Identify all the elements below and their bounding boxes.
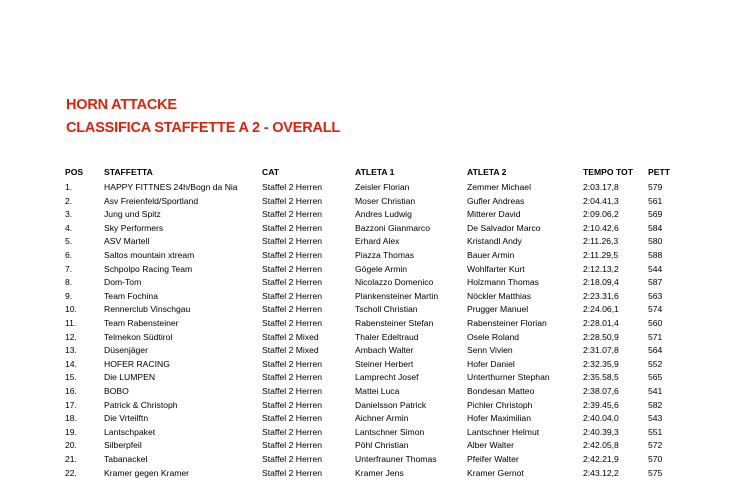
cell-pett: 543: [648, 413, 663, 424]
document-subtitle: CLASSIFICA STAFFETTE A 2 - OVERALL: [66, 120, 341, 136]
col-header-pos: POS: [65, 167, 84, 177]
table-row: [0, 426, 741, 439]
cell-pos: 8.: [65, 277, 73, 288]
cell-atleta2: Bauer Armin: [467, 250, 515, 260]
cell-atleta2: Kristandl Andy: [467, 236, 522, 247]
cell-pos: 20.: [65, 440, 77, 451]
table-row: [0, 317, 741, 330]
cell-staffetta: Silberpfeil: [104, 440, 142, 451]
table-row: [0, 467, 741, 480]
cell-tempo-tot: 2:32.35,9: [583, 358, 619, 369]
cell-atleta1: Erhard Alex: [355, 236, 400, 247]
cell-tempo-tot: 2:23.31,6: [583, 290, 619, 301]
cell-pett: 552: [648, 358, 663, 369]
cell-cat: Staffel 2 Mixed: [262, 331, 319, 342]
table-row: [0, 331, 741, 344]
cell-pos: 5.: [65, 236, 73, 247]
cell-cat: Staffel 2 Herren: [262, 454, 323, 464]
col-header-staffetta: STAFFETTA: [104, 167, 153, 177]
cell-staffetta: Die LUMPEN: [104, 372, 156, 383]
cell-tempo-tot: 2:28.50,9: [583, 331, 619, 342]
cell-pos: 15.: [65, 372, 77, 383]
cell-pos: 3.: [65, 209, 73, 220]
results-table-header: [0, 166, 741, 179]
table-row: [0, 412, 741, 425]
cell-staffetta: Dom-Tom: [104, 277, 142, 288]
cell-tempo-tot: 2:03.17,8: [583, 182, 619, 192]
cell-staffetta: Sky Performers: [104, 222, 164, 233]
cell-atleta1: Thaler Edeltraud: [355, 331, 419, 342]
cell-pos: 2.: [65, 195, 73, 206]
cell-staffetta: Die Vrteilftn: [104, 413, 149, 424]
cell-staffetta: Tabanackel: [104, 454, 148, 464]
cell-atleta1: Kramer Jens: [355, 467, 404, 478]
cell-staffetta: BOBO: [104, 386, 129, 396]
table-row: [0, 208, 741, 221]
cell-atleta2: Pichler Christoph: [467, 399, 533, 410]
cell-cat: Staffel 2 Herren: [262, 440, 323, 451]
col-header-pett: PETT: [648, 167, 670, 177]
cell-tempo-tot: 2:09.06,2: [583, 209, 619, 220]
table-row: [0, 235, 741, 248]
cell-atleta2: Zemmer Michael: [467, 182, 531, 192]
cell-cat: Staffel 2 Herren: [262, 195, 323, 206]
cell-staffetta: Rennerclub Vinschgau: [104, 304, 191, 315]
cell-cat: Staffel 2 Herren: [262, 318, 323, 328]
cell-cat: Staffel 2 Herren: [262, 372, 323, 383]
cell-pos: 14.: [65, 358, 77, 369]
cell-atleta2: Kramer Gernot: [467, 467, 524, 478]
table-row: [0, 222, 741, 235]
cell-atleta2: Bondesan Matteo: [467, 386, 535, 396]
cell-atleta1: Plankensteiner Martin: [355, 290, 439, 301]
cell-atleta2: Lantschner Helmut: [467, 426, 540, 437]
cell-atleta1: Aichner Armin: [355, 413, 409, 424]
cell-pos: 10.: [65, 304, 77, 315]
cell-pett: 588: [648, 250, 663, 260]
cell-cat: Staffel 2 Herren: [262, 209, 323, 220]
cell-pos: 13.: [65, 345, 77, 356]
cell-atleta2: Hofer Daniel: [467, 358, 515, 369]
table-row: [0, 385, 741, 398]
cell-tempo-tot: 2:38.07,6: [583, 386, 619, 396]
cell-pett: 574: [648, 304, 663, 315]
cell-tempo-tot: 2:40.39,3: [583, 426, 619, 437]
cell-staffetta: Jung und Spitz: [104, 209, 161, 220]
cell-pett: 569: [648, 209, 663, 220]
col-header-atleta1: ATLETA 1: [355, 167, 395, 177]
cell-staffetta: ASV Martell: [104, 236, 150, 247]
cell-pett: 561: [648, 195, 663, 206]
cell-cat: Staffel 2 Herren: [262, 182, 323, 192]
cell-pett: 544: [648, 263, 663, 274]
cell-atleta1: Unterfrauner Thomas: [355, 454, 437, 464]
col-header-atleta2: ATLETA 2: [467, 167, 507, 177]
cell-tempo-tot: 2:11.29,5: [583, 250, 619, 260]
cell-staffetta: HOFER RACING: [104, 358, 170, 369]
cell-atleta1: Tscholl Christian: [355, 304, 418, 315]
cell-pett: 551: [648, 426, 663, 437]
cell-cat: Staffel 2 Herren: [262, 236, 323, 247]
cell-atleta2: Wohlfarter Kurt: [467, 263, 525, 274]
cell-atleta1: Rabensteiner Stefan: [355, 318, 434, 328]
cell-pos: 4.: [65, 222, 73, 233]
cell-tempo-tot: 2:18.09,4: [583, 277, 619, 288]
cell-pett: 565: [648, 372, 663, 383]
table-row: [0, 263, 741, 276]
cell-pett: 587: [648, 277, 663, 288]
cell-staffetta: Telmekon Südtirol: [104, 331, 173, 342]
cell-staffetta: Lantschpaket: [104, 426, 156, 437]
cell-tempo-tot: 2:42.05,8: [583, 440, 619, 451]
cell-atleta1: Moser Christian: [355, 195, 416, 206]
cell-atleta2: Osele Roland: [467, 331, 520, 342]
table-row: [0, 453, 741, 466]
cell-pos: 1.: [65, 182, 73, 192]
cell-pett: 579: [648, 182, 663, 192]
cell-tempo-tot: 2:04.41,3: [583, 195, 619, 206]
cell-staffetta: Patrick & Christoph: [104, 399, 178, 410]
cell-atleta2: Gufler Andreas: [467, 195, 525, 206]
cell-pett: 582: [648, 399, 663, 410]
cell-tempo-tot: 2:24.06,1: [583, 304, 619, 315]
cell-atleta1: Zeisler Florian: [355, 182, 410, 192]
cell-staffetta: Schpolpo Racing Team: [104, 263, 193, 274]
cell-atleta2: Unterthurner Stephan: [467, 372, 550, 383]
cell-pos: 7.: [65, 263, 73, 274]
cell-pos: 6.: [65, 250, 73, 260]
cell-pos: 9.: [65, 290, 73, 301]
cell-cat: Staffel 2 Herren: [262, 250, 323, 260]
cell-atleta1: Mattei Luca: [355, 386, 400, 396]
cell-cat: Staffel 2 Herren: [262, 358, 323, 369]
cell-pos: 16.: [65, 386, 77, 396]
cell-pett: 572: [648, 440, 663, 451]
cell-atleta1: Piazza Thomas: [355, 250, 415, 260]
cell-tempo-tot: 2:42.21,9: [583, 454, 619, 464]
cell-pos: 17.: [65, 399, 77, 410]
table-row: [0, 181, 741, 194]
cell-pos: 11.: [65, 318, 77, 328]
cell-tempo-tot: 2:12.13,2: [583, 263, 619, 274]
cell-cat: Staffel 2 Herren: [262, 413, 323, 424]
cell-tempo-tot: 2:31.07,8: [583, 345, 619, 356]
cell-atleta2: Alber Walter: [467, 440, 514, 451]
col-header-tempo-tot: TEMPO TOT: [583, 167, 633, 177]
cell-tempo-tot: 2:35.58,5: [583, 372, 619, 383]
cell-tempo-tot: 2:28.01,4: [583, 318, 619, 328]
cell-atleta2: De Salvador Marco: [467, 222, 541, 233]
col-header-cat: CAT: [262, 167, 280, 177]
cell-staffetta: Team Rabensteiner: [104, 318, 179, 328]
table-row: [0, 249, 741, 262]
cell-tempo-tot: 2:43.12,2: [583, 467, 619, 478]
cell-atleta1: Lamprecht Josef: [355, 372, 419, 383]
cell-pos: 22.: [65, 467, 77, 478]
cell-tempo-tot: 2:40.04,0: [583, 413, 619, 424]
cell-tempo-tot: 2:11.26,3: [583, 236, 619, 247]
table-row: [0, 276, 741, 289]
cell-cat: Staffel 2 Herren: [262, 426, 323, 437]
cell-staffetta: Team Fochina: [104, 290, 158, 301]
cell-atleta1: Danielsson Patrick: [355, 399, 427, 410]
cell-atleta2: Pfeifer Walter: [467, 454, 519, 464]
cell-pett: 564: [648, 345, 663, 356]
cell-pos: 19.: [65, 426, 77, 437]
cell-pett: 575: [648, 467, 663, 478]
table-row: [0, 195, 741, 208]
cell-atleta1: Pöhl Christian: [355, 440, 409, 451]
cell-cat: Staffel 2 Herren: [262, 263, 323, 274]
cell-pett: 584: [648, 222, 663, 233]
table-row: [0, 290, 741, 303]
cell-atleta2: Mitterer David: [467, 209, 521, 220]
cell-tempo-tot: 2:39.45,6: [583, 399, 619, 410]
table-row: [0, 439, 741, 452]
cell-atleta1: Andres Ludwig: [355, 209, 412, 220]
cell-cat: Staffel 2 Herren: [262, 290, 323, 301]
table-row: [0, 344, 741, 357]
cell-staffetta: Asv Freienfeld/Sportland: [104, 195, 199, 206]
cell-cat: Staffel 2 Mixed: [262, 345, 319, 356]
cell-atleta2: Nöckler Matthias: [467, 290, 531, 301]
table-row: [0, 399, 741, 412]
cell-pos: 21.: [65, 454, 77, 464]
cell-atleta2: Rabensteiner Florian: [467, 318, 547, 328]
cell-cat: Staffel 2 Herren: [262, 277, 323, 288]
cell-atleta1: Nicolazzo Domenico: [355, 277, 434, 288]
cell-atleta1: Steiner Herbert: [355, 358, 414, 369]
cell-pett: 563: [648, 290, 663, 301]
table-row: [0, 358, 741, 371]
cell-atleta2: Holzmann Thomas: [467, 277, 539, 288]
cell-atleta2: Prugger Manuel: [467, 304, 529, 315]
cell-atleta2: Hofer Maximilian: [467, 413, 531, 424]
cell-cat: Staffel 2 Herren: [262, 304, 323, 315]
cell-pett: 571: [648, 331, 663, 342]
cell-atleta1: Ambach Walter: [355, 345, 414, 356]
cell-atleta1: Gögele Armin: [355, 263, 408, 274]
cell-cat: Staffel 2 Herren: [262, 399, 323, 410]
cell-staffetta: HAPPY FITTNES 24h/Bogn da Nia: [104, 182, 238, 192]
cell-staffetta: Düsenjäger: [104, 345, 148, 356]
cell-pett: 570: [648, 454, 663, 464]
table-row: [0, 303, 741, 316]
cell-atleta2: Senn Vivien: [467, 345, 513, 356]
cell-staffetta: Kramer gegen Kramer: [104, 467, 190, 478]
cell-atleta1: Lantschner Simon: [355, 426, 425, 437]
cell-cat: Staffel 2 Herren: [262, 222, 323, 233]
cell-tempo-tot: 2:10.42,6: [583, 222, 619, 233]
table-row: [0, 371, 741, 384]
cell-pos: 18.: [65, 413, 77, 424]
cell-pett: 560: [648, 318, 663, 328]
cell-pett: 541: [648, 386, 663, 396]
cell-pos: 12.: [65, 331, 77, 342]
cell-pett: 580: [648, 236, 663, 247]
cell-staffetta: Saltos mountain xtream: [104, 250, 195, 260]
cell-cat: Staffel 2 Herren: [262, 386, 323, 396]
cell-atleta1: Bazzoni Gianmarco: [355, 222, 430, 233]
cell-cat: Staffel 2 Herren: [262, 467, 323, 478]
document-title: HORN ATTACKE: [66, 97, 177, 113]
